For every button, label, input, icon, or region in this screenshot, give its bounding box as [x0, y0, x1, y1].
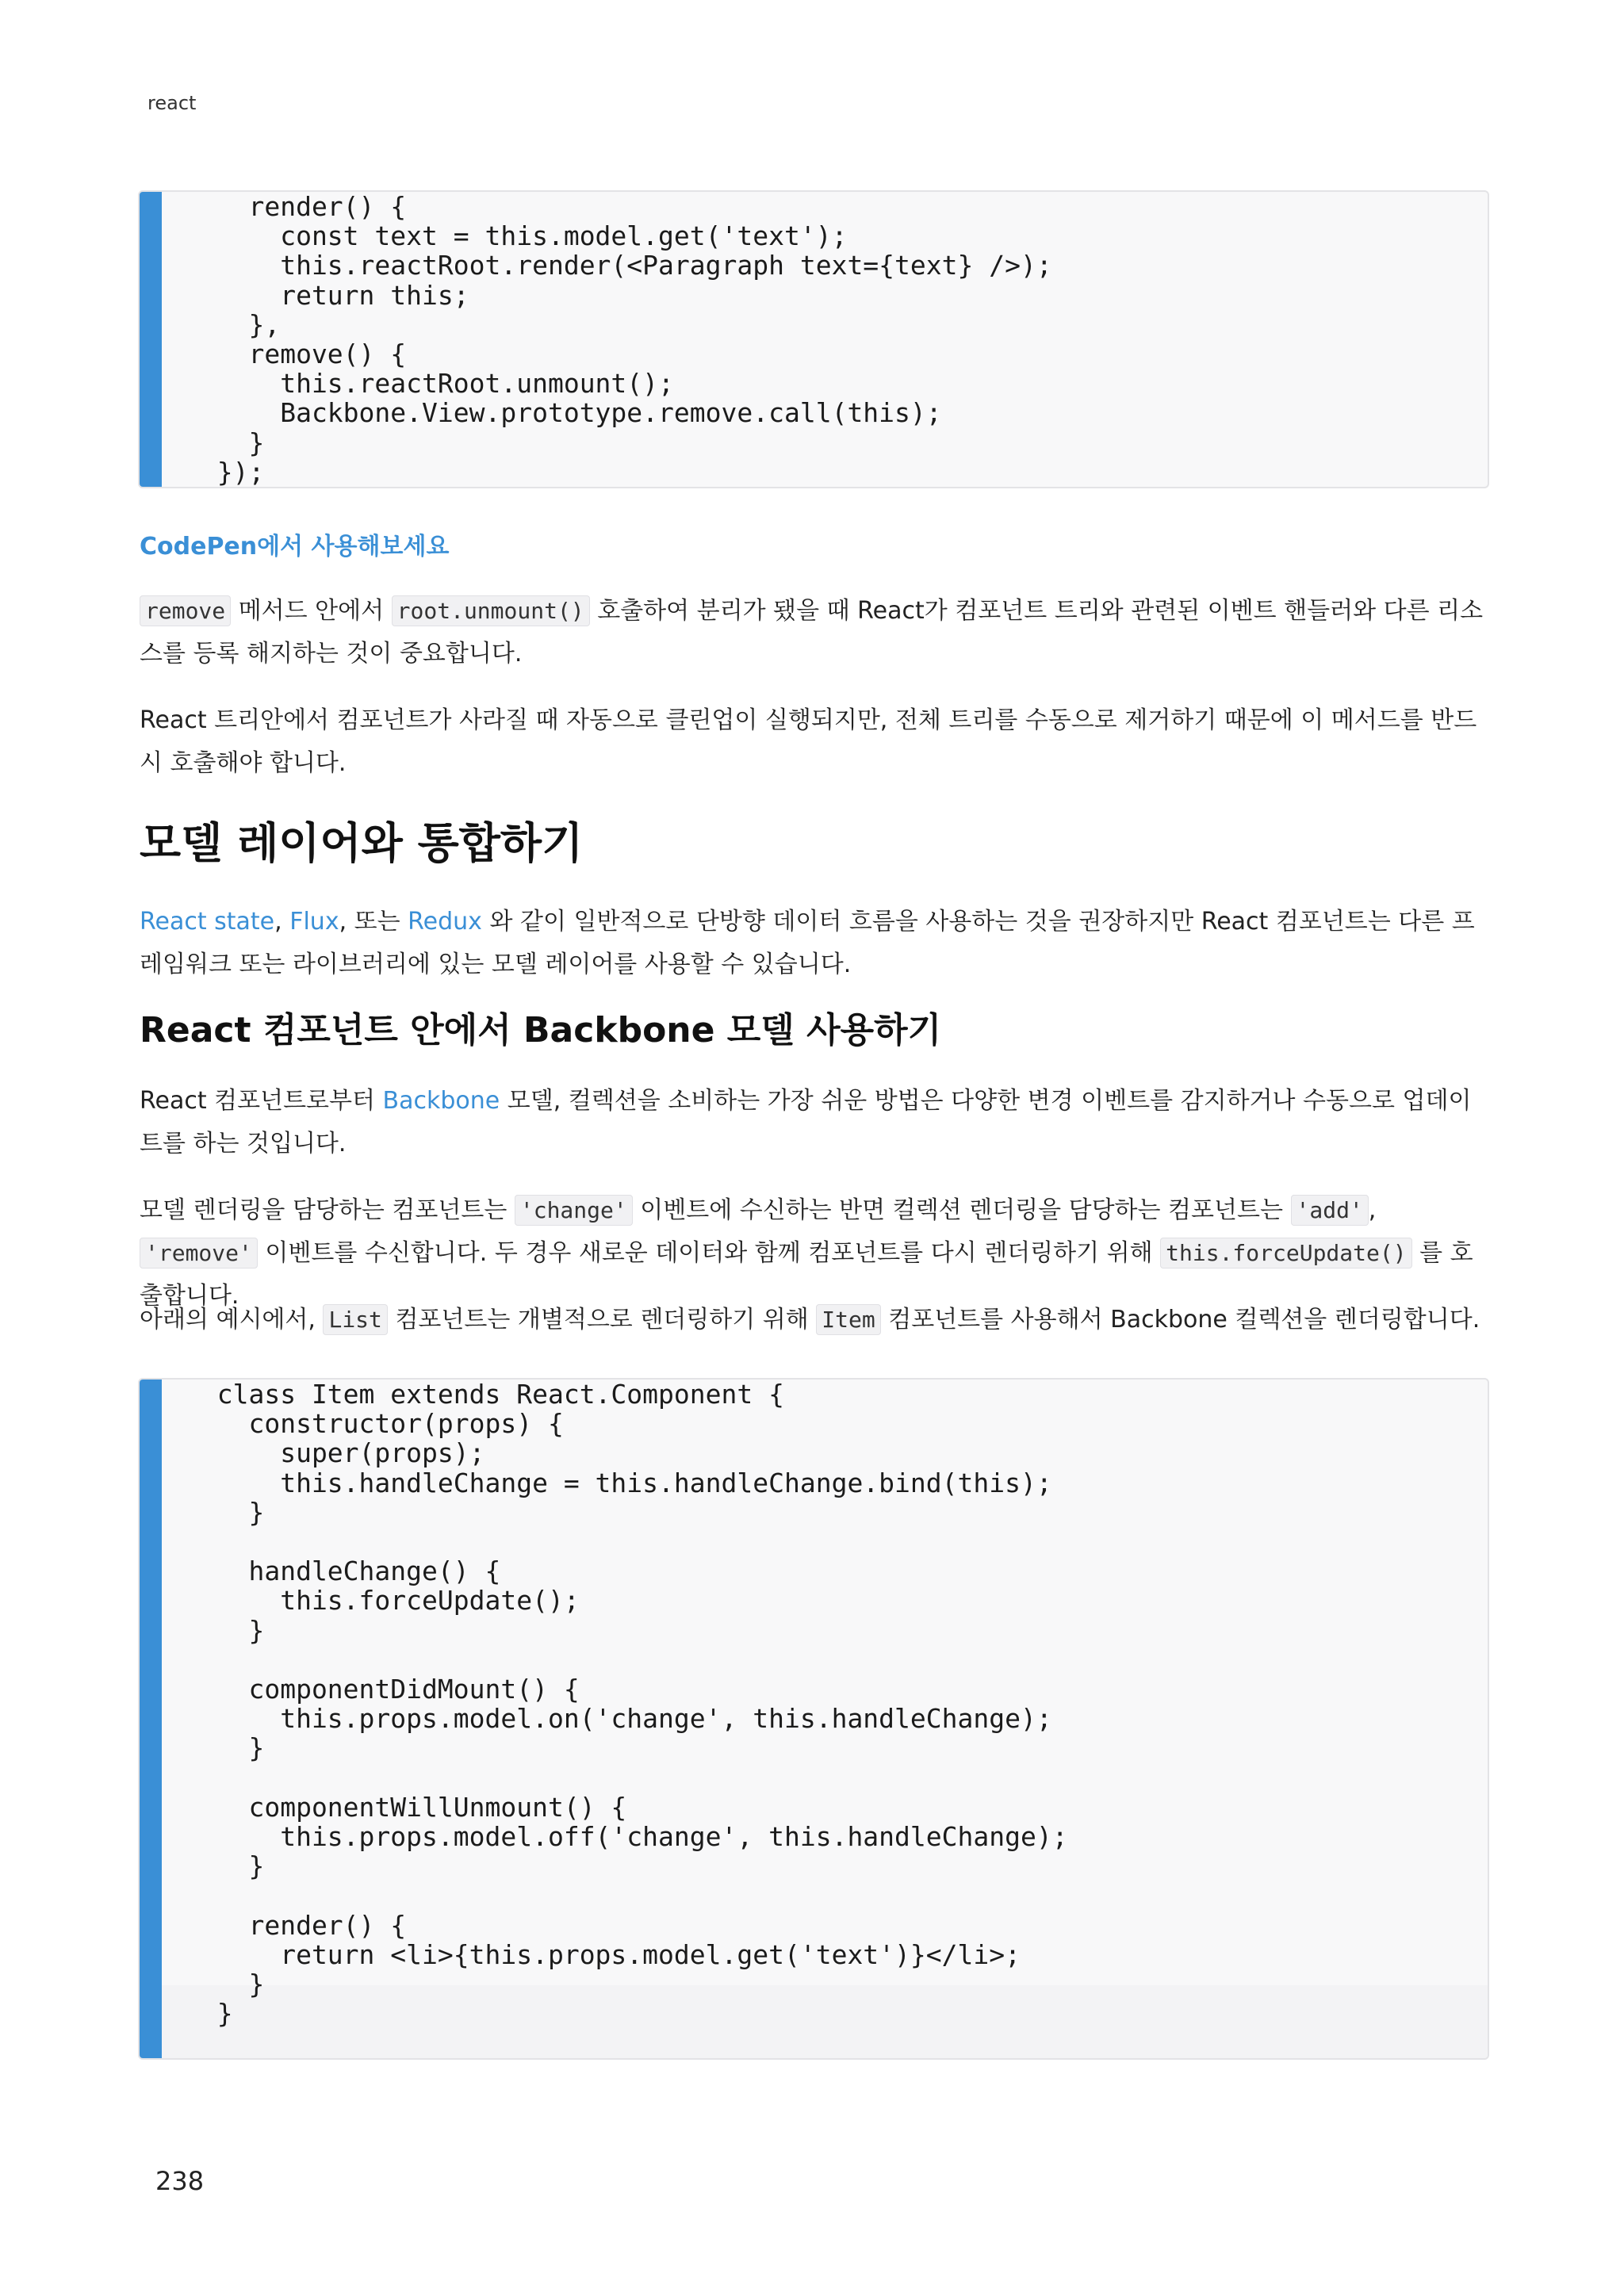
paragraph-text: ,: [274, 908, 290, 936]
inline-code: 'remove': [140, 1238, 258, 1269]
code-block-accent-bar: [140, 192, 162, 487]
paragraph-text: ,: [1368, 1196, 1377, 1224]
paragraph-text: 메서드 안에서: [231, 597, 392, 625]
code-block: [138, 1378, 1489, 2060]
paragraph-text: 와 같이 일반적으로 단방향 데이터 흐름을 사용하는 것을 권장하지만 React 컴포넌트는 다른 프레임워크 또는 라이브러리에 있는 모델 레이어를 사용할 수 있습니다.: [140, 908, 1475, 978]
inline-code: 'change': [515, 1195, 633, 1226]
paragraph-text: 모델, 컬렉션을 소비하는 가장 쉬운 방법은 다양한 변경 이벤트를 감지하거나 수동으로 업데이트를 하는 것입니다.: [140, 1087, 1472, 1158]
inline-code: Item: [816, 1304, 880, 1335]
link-backbone[interactable]: Backbone: [382, 1087, 500, 1115]
code-content: render() { const text = this.model.get('text'); this.reactRoot.render(<Paragraph text={text} />); return this; }, remove() { this.reactRoot.unmount(); Backbone.View.prototype.remove.call(this); } });: [216, 191, 1052, 488]
paragraph-text: 컴포넌트는 개별적으로 렌더링하기 위해: [387, 1306, 817, 1334]
paragraph-text: 호출하여 분리가 됐을 때 React가 컴포넌트 트리와 관련된 이벤트 핸들러와 다른 리소스를 등록 해지하는 것이 중요합니다.: [140, 597, 1484, 668]
paragraph-text: 이벤트에 수신하는 반면 컬렉션 렌더링을 담당하는 컴포넌트는: [632, 1196, 1291, 1224]
paragraph-model-layer: [140, 901, 1488, 986]
code-block: [138, 190, 1489, 488]
paragraph-text: React 컴포넌트로부터: [140, 1087, 383, 1115]
inline-code: remove: [140, 595, 231, 626]
link-react-state[interactable]: React state: [140, 908, 275, 936]
subsection-title: React 컴포넌트 안에서 Backbone 모델 사용하기: [140, 1010, 942, 1050]
page-number: 238: [155, 2166, 205, 2196]
paragraph-cleanup: React 트리안에서 컴포넌트가 사라질 때 자동으로 클린업이 실행되지만, 전체 트리를 수동으로 제거하기 때문에 이 메서드를 반드시 호출해야 합니다.: [140, 706, 1477, 777]
link-flux[interactable]: Flux: [289, 908, 339, 936]
running-header: react: [147, 92, 197, 114]
inline-code: 'add': [1291, 1195, 1369, 1226]
paragraph-text: 컴포넌트를 사용해서 Backbone 컬렉션을 렌더링합니다.: [880, 1306, 1480, 1334]
inline-code: this.forceUpdate(): [1160, 1238, 1411, 1269]
paragraph-text: , 또는: [339, 908, 408, 936]
paragraph-text: 아래의 예시에서,: [140, 1306, 324, 1334]
paragraph-text: 를 호출합니다.: [140, 1239, 1473, 1310]
paragraph-example: [140, 1299, 1488, 1341]
inline-code: List: [323, 1304, 387, 1335]
inline-code: root.unmount(): [392, 595, 590, 626]
paragraph-remove-method: [140, 590, 1488, 675]
section-title: 모델 레이어와 통합하기: [140, 818, 584, 868]
paragraph-backbone: [140, 1080, 1488, 1165]
paragraph-text: 이벤트를 수신합니다. 두 경우 새로운 데이터와 함께 컴포넌트를 다시 렌더링하기 위해: [257, 1239, 1161, 1267]
paragraph-text: 모델 렌더링을 담당하는 컴포넌트는: [140, 1196, 515, 1224]
link-redux[interactable]: Redux: [408, 908, 482, 936]
code-content: class Item extends React.Component { constructor(props) { super(props); this.handleChange = this.handleChange.bind(this); } handleChange() { this.forceUpdate(); } componentDidMount() { this.props.model.on('change', this.handleChange); } componentWillUnmount() { this.props.model.off('change', this.handleChange); } render() { return <li>{this.props.model.get('text')}</li>; } }: [216, 1379, 1068, 2030]
codepen-link[interactable]: CodePen에서 사용해보세요: [140, 533, 450, 561]
